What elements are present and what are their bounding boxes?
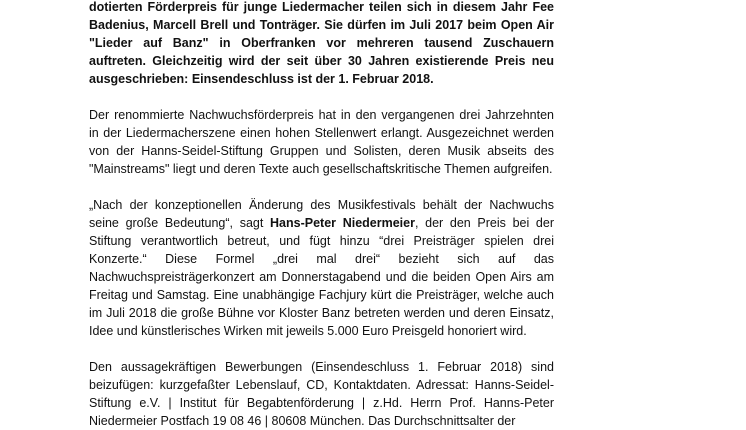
lead-paragraph: dotierten Förderpreis für junge Liedermacher teilen sich in diesem Jahr Fee Badenius, Marcell Brell und Tonträger. Sie dürfen im Juli 2017 beim Open Air "Lieder auf Banz" in Oberfranken vor mehreren tausend Zuschauern auftreten. Gleichzeitig wird der seit über 30 Jahren existierende Preis neu ausgeschrieben: Einsendeschluss ist der 1. Februar 2018.: [89, 0, 554, 86]
paragraph-spacer: [89, 340, 554, 358]
speaker-name: Hans-Peter Niedermeier: [270, 216, 415, 230]
quote-text-part-1: „Nach der konzeptionellen Änderung des Musikfestivals behält der Nachwuchs seine große Bedeutung“, sagt: [89, 198, 554, 230]
paragraph-quote: [89, 196, 554, 340]
paragraph-about-prize: Der renommierte Nachwuchsförderpreis hat in den vergangenen drei Jahrzehnten in der Liedermacherszene einen hohen Stellenwert erlangt. Ausgezeichnet werden von der Hanns-Seidel-Stiftung Gruppen und Solisten, deren Musik abseits des "Mainstreams" liegt und deren Texte auch gesellschaftskritische Themen aufgreifen.: [89, 108, 554, 176]
document-page: [89, 0, 554, 430]
paragraph-spacer: [89, 88, 554, 106]
paragraph-spacer: [89, 178, 554, 196]
paragraph-application: Den aussagekräftigen Bewerbungen (Einsendeschluss 1. Februar 2018) sind beizufügen: kurzgefaßter Lebenslauf, CD, Kontaktdaten. Adressat: Hanns-Seidel-Stiftung e.V. | Institut für Begabtenförderung | z.Hd. Herrn Prof. Hanns-Peter Niedermeier Postfach 19 08 46 | 80608 München. Das Durchschnittsalter der: [89, 360, 554, 428]
quote-text-part-2: , der den Preis bei der Stiftung verantwortlich betreut, und fügt hinzu “drei Preisträger spielen drei Konzerte.“ Diese Formel „drei mal drei“ bezieht sich auf das Nachwuchspreisträgerkonzert am Donnerstagabend und die beiden Open Airs am Freitag und Samstag. Eine unabhängige Fachjury kürt die Preisträger, welche auch im Juli 2018 die große Bühne vor Kloster Banz betreten werden und deren Einsatz, Idee und künstlerisches Wirken mit jeweils 5.000 Euro Preisgeld honoriert wird.: [89, 216, 555, 338]
